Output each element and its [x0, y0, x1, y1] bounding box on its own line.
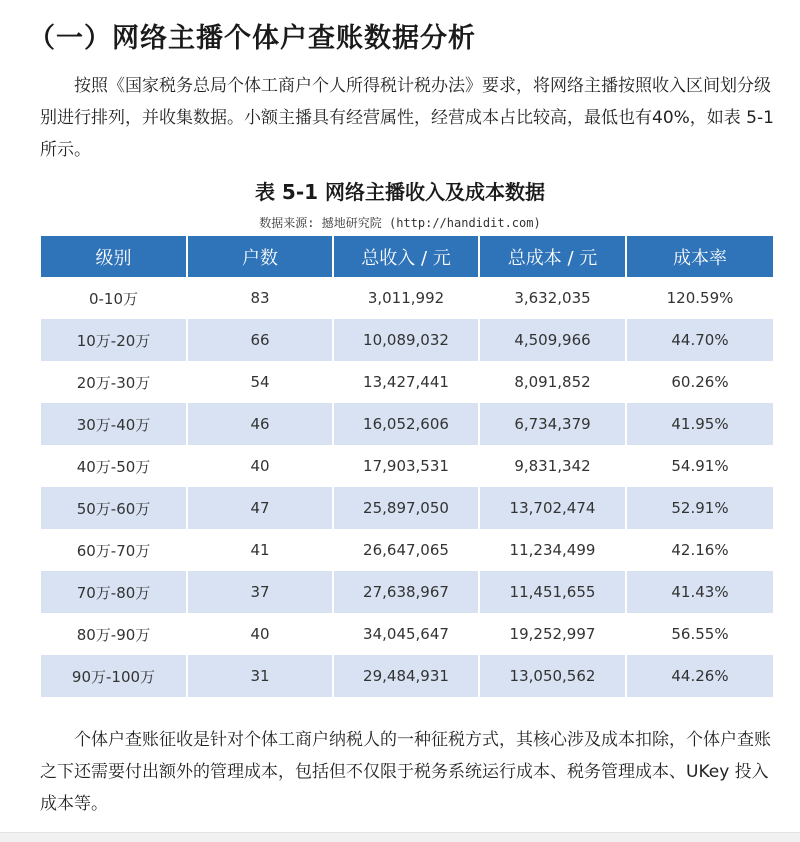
table-row: [41, 571, 773, 613]
income-cost-table: [41, 236, 773, 697]
cell-level: 60万-70万: [41, 529, 187, 571]
cell-total-income: 13,427,441: [333, 361, 479, 403]
cell-level: 70万-80万: [41, 571, 187, 613]
cell-cost-rate: 54.91%: [626, 445, 773, 487]
table-title: 表 5-1 网络主播收入及成本数据: [254, 180, 546, 204]
intro-paragraph: 按照《国家税务总局个体工商户个人所得税计税办法》要求，将网络主播按照收入区间划分级别进行排列，并收集数据。小额主播具有经营属性，经营成本占比较高，最低也有40%，如表 5-1 所示。: [40, 76, 774, 160]
cell-total-income: 25,897,050: [333, 487, 479, 529]
cell-level: 50万-60万: [41, 487, 187, 529]
table-header-row: [41, 236, 773, 277]
cell-total-cost: 13,702,474: [479, 487, 626, 529]
table-body: [41, 277, 773, 697]
table-row: [41, 277, 773, 319]
cell-households: 66: [187, 319, 333, 361]
cell-level: 80万-90万: [41, 613, 187, 655]
cell-total-cost: 3,632,035: [479, 277, 626, 319]
column-header-level: 级别: [41, 236, 187, 277]
cell-total-income: 10,089,032: [333, 319, 479, 361]
cell-total-cost: 19,252,997: [479, 613, 626, 655]
cell-total-cost: 11,234,499: [479, 529, 626, 571]
cell-total-income: 17,903,531: [333, 445, 479, 487]
cell-cost-rate: 52.91%: [626, 487, 773, 529]
cell-level: 10万-20万: [41, 319, 187, 361]
cell-level: 20万-30万: [41, 361, 187, 403]
closing-paragraph: 个体户查账征收是针对个体工商户纳税人的一种征税方式，其核心涉及成本扣除，个体户查账之下还需要付出额外的管理成本，包括但不仅限于税务系统运行成本、税务管理成本、UKey 投入成本等。: [40, 730, 771, 814]
table-row: [41, 487, 773, 529]
cell-total-income: 3,011,992: [333, 277, 479, 319]
cell-cost-rate: 41.43%: [626, 571, 773, 613]
cell-level: 30万-40万: [41, 403, 187, 445]
column-header-cost-rate: 成本率: [626, 236, 773, 277]
table-row: [41, 319, 773, 361]
cell-households: 31: [187, 655, 333, 697]
cell-total-income: 34,045,647: [333, 613, 479, 655]
cell-total-cost: 13,050,562: [479, 655, 626, 697]
column-header-total-cost: 总成本 / 元: [479, 236, 626, 277]
cell-total-income: 16,052,606: [333, 403, 479, 445]
section-heading: （一）网络主播个体户查账数据分析: [28, 23, 476, 54]
cell-level: 90万-100万: [41, 655, 187, 697]
cell-households: 37: [187, 571, 333, 613]
cell-total-cost: 6,734,379: [479, 403, 626, 445]
cell-households: 40: [187, 445, 333, 487]
cell-cost-rate: 42.16%: [626, 529, 773, 571]
column-header-total-income: 总收入 / 元: [333, 236, 479, 277]
cell-total-cost: 8,091,852: [479, 361, 626, 403]
table-row: [41, 613, 773, 655]
cell-cost-rate: 44.70%: [626, 319, 773, 361]
cell-cost-rate: 120.59%: [626, 277, 773, 319]
cell-cost-rate: 56.55%: [626, 613, 773, 655]
cell-households: 46: [187, 403, 333, 445]
table-row: [41, 655, 773, 697]
cell-level: 0-10万: [41, 277, 187, 319]
table-row: [41, 529, 773, 571]
table-source: 数据来源: 撼地研究院 (http://handidit.com): [259, 216, 541, 230]
cell-households: 41: [187, 529, 333, 571]
column-header-households: 户数: [187, 236, 333, 277]
cell-households: 47: [187, 487, 333, 529]
cell-cost-rate: 44.26%: [626, 655, 773, 697]
cell-total-cost: 4,509,966: [479, 319, 626, 361]
table-row: [41, 361, 773, 403]
cell-total-income: 29,484,931: [333, 655, 479, 697]
cell-cost-rate: 60.26%: [626, 361, 773, 403]
cell-level: 40万-50万: [41, 445, 187, 487]
cell-total-cost: 11,451,655: [479, 571, 626, 613]
cell-households: 83: [187, 277, 333, 319]
cell-total-income: 26,647,065: [333, 529, 479, 571]
cell-cost-rate: 41.95%: [626, 403, 773, 445]
cell-households: 54: [187, 361, 333, 403]
table-row: [41, 403, 773, 445]
cell-total-income: 27,638,967: [333, 571, 479, 613]
table-row: [41, 445, 773, 487]
cell-total-cost: 9,831,342: [479, 445, 626, 487]
cell-households: 40: [187, 613, 333, 655]
